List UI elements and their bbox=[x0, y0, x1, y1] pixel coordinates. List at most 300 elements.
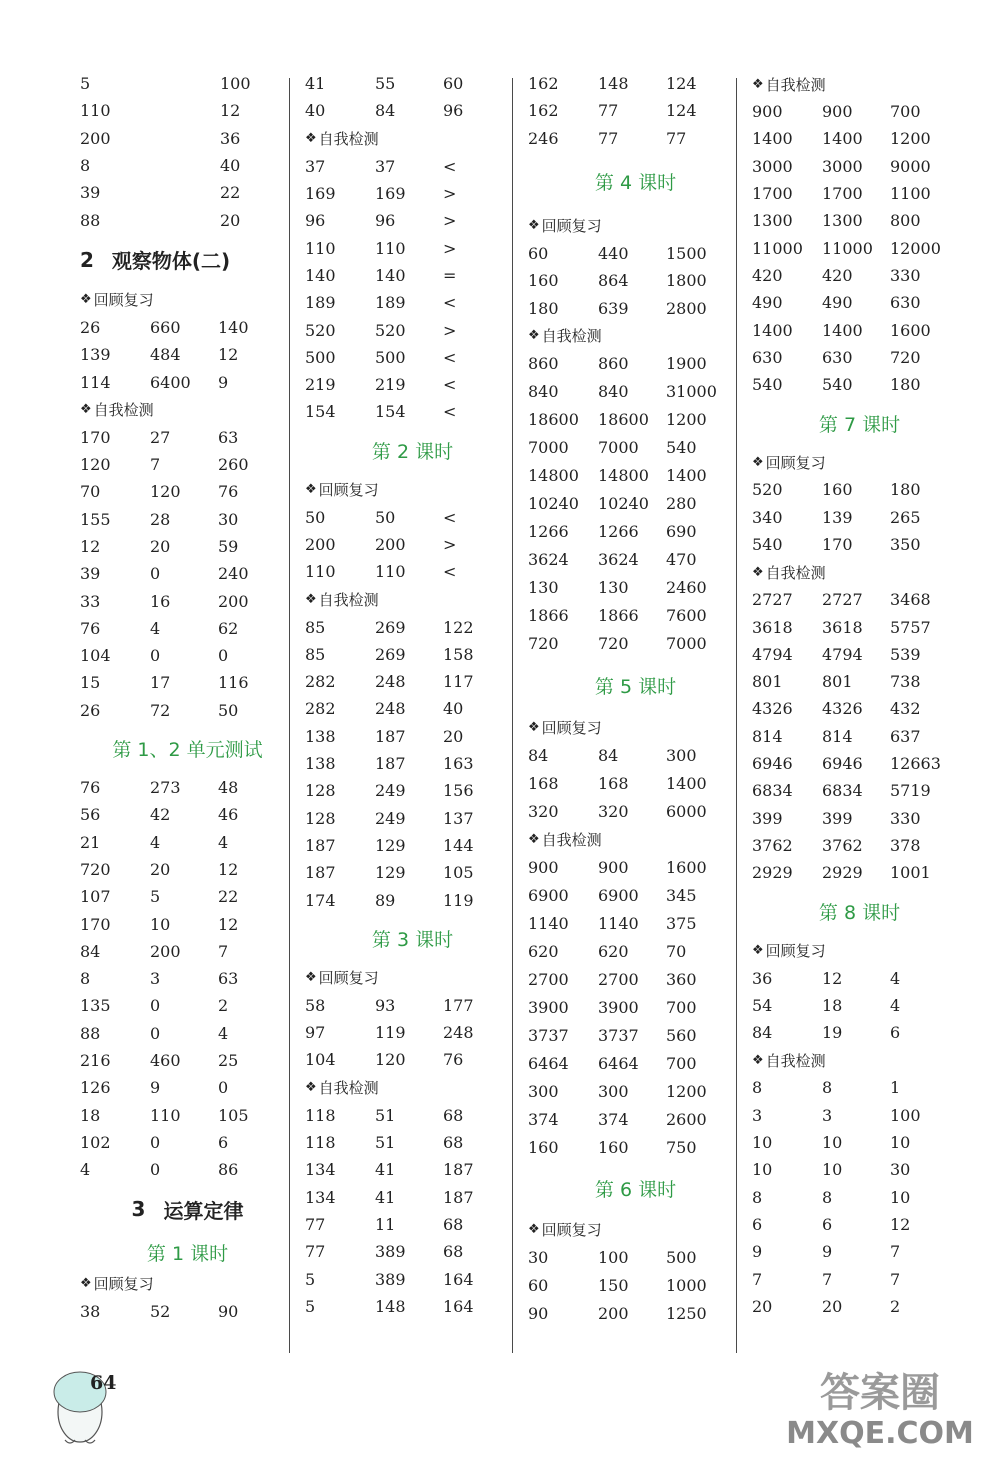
section-review bbox=[305, 476, 520, 504]
answer-value: 120 bbox=[80, 455, 111, 475]
answer-value: 520 bbox=[752, 480, 783, 500]
answer-value: < bbox=[443, 562, 457, 582]
answer-value: 470 bbox=[666, 550, 697, 570]
answer-value: 62 bbox=[218, 618, 239, 638]
lesson-title: 第 5 课时 bbox=[594, 676, 677, 699]
answer-row bbox=[752, 98, 967, 125]
answer-value: 1140 bbox=[598, 914, 639, 934]
answer-value: 3624 bbox=[528, 550, 569, 570]
answer-value: 30 bbox=[890, 1160, 911, 1180]
section-label: 回顾复习 bbox=[541, 217, 602, 236]
answer-value: 219 bbox=[375, 375, 406, 395]
answer-value: 520 bbox=[305, 320, 336, 340]
answer-value: 51 bbox=[375, 1133, 396, 1153]
answer-value: 840 bbox=[598, 382, 629, 402]
answer-value: 120 bbox=[375, 1050, 406, 1070]
answer-value: 246 bbox=[528, 128, 559, 148]
answer-row bbox=[528, 546, 743, 574]
lesson-title: 第 2 课时 bbox=[371, 441, 454, 464]
answer-value: 10 bbox=[822, 1160, 843, 1180]
answer-row bbox=[528, 1078, 743, 1106]
answer-value: 96 bbox=[305, 211, 326, 231]
answer-value: 60 bbox=[443, 74, 464, 94]
diamond-icon: ❖ bbox=[305, 591, 317, 607]
answer-value: 700 bbox=[890, 102, 921, 122]
answer-value: 4326 bbox=[822, 699, 863, 719]
answer-value: 6400 bbox=[150, 372, 191, 392]
answer-value: 0 bbox=[218, 646, 229, 666]
section-review bbox=[528, 1216, 743, 1244]
answer-value: 124 bbox=[666, 101, 697, 121]
section-review bbox=[80, 1269, 295, 1297]
answer-value: 46 bbox=[218, 805, 239, 825]
answer-rows bbox=[305, 70, 520, 125]
answer-value: 500 bbox=[375, 347, 406, 367]
diamond-icon: ❖ bbox=[752, 76, 764, 92]
answer-value: 0 bbox=[150, 996, 161, 1016]
answer-value: 84 bbox=[752, 1023, 773, 1043]
answer-value: 20 bbox=[220, 210, 241, 230]
answer-row bbox=[80, 152, 295, 179]
answer-value: 77 bbox=[305, 1242, 326, 1262]
answer-row bbox=[80, 560, 295, 587]
answer-value: 19 bbox=[822, 1023, 843, 1043]
answer-value: 110 bbox=[305, 562, 336, 582]
answer-value: 500 bbox=[305, 347, 336, 367]
answer-row bbox=[80, 1297, 295, 1324]
answer-value: 160 bbox=[598, 1138, 629, 1158]
answer-value: 134 bbox=[305, 1187, 336, 1207]
answer-row bbox=[528, 630, 743, 658]
answer-value: 2600 bbox=[666, 1110, 707, 1130]
answer-value: 540 bbox=[666, 438, 697, 458]
answer-value: 110 bbox=[375, 238, 406, 258]
answer-value: 375 bbox=[666, 914, 697, 934]
answer-row bbox=[305, 398, 520, 425]
answer-value: 2727 bbox=[822, 590, 863, 610]
answer-value: < bbox=[443, 293, 457, 313]
answer-row bbox=[752, 805, 967, 832]
section-self-check bbox=[305, 125, 520, 153]
answer-value: 90 bbox=[528, 1304, 549, 1324]
answer-value: 3737 bbox=[528, 1026, 569, 1046]
answer-value: 8 bbox=[752, 1187, 763, 1207]
answer-value: 63 bbox=[218, 969, 239, 989]
answer-row bbox=[752, 476, 967, 503]
answer-value: 42 bbox=[150, 805, 171, 825]
answer-value: 170 bbox=[80, 914, 111, 934]
answer-value: 1140 bbox=[528, 914, 569, 934]
answer-value: 118 bbox=[305, 1133, 336, 1153]
section-review bbox=[80, 286, 295, 314]
answer-column-1 bbox=[80, 70, 295, 1325]
answer-value: 154 bbox=[305, 402, 336, 422]
answer-value: > bbox=[443, 211, 457, 231]
answer-row bbox=[528, 1106, 743, 1134]
answer-row bbox=[752, 262, 967, 289]
answer-value: 187 bbox=[443, 1187, 474, 1207]
answer-value: 72 bbox=[150, 700, 171, 720]
answer-value: 54 bbox=[752, 995, 773, 1015]
answer-row bbox=[305, 750, 520, 777]
answer-row bbox=[528, 518, 743, 546]
answer-value: < bbox=[443, 156, 457, 176]
answer-value: 137 bbox=[443, 808, 474, 828]
answer-value: 118 bbox=[305, 1105, 336, 1125]
answer-value: 7 bbox=[890, 1269, 901, 1289]
diamond-icon: ❖ bbox=[752, 1052, 764, 1068]
answer-value: 3762 bbox=[822, 835, 863, 855]
answer-value: 10 bbox=[822, 1133, 843, 1153]
answer-value: 18 bbox=[822, 995, 843, 1015]
answer-value: 144 bbox=[443, 835, 474, 855]
answer-rows bbox=[752, 476, 967, 558]
answer-value: 88 bbox=[80, 210, 101, 230]
answer-value: 18600 bbox=[598, 410, 649, 430]
answer-value: 6000 bbox=[666, 802, 707, 822]
answer-value: 7 bbox=[150, 455, 161, 475]
answer-value: 39 bbox=[80, 564, 101, 584]
answer-value: 40 bbox=[443, 699, 464, 719]
answer-row bbox=[752, 641, 967, 668]
answer-value: 269 bbox=[375, 644, 406, 664]
answer-row bbox=[305, 234, 520, 261]
answer-value: < bbox=[443, 347, 457, 367]
answer-value: 6834 bbox=[752, 781, 793, 801]
answer-value: 18600 bbox=[528, 410, 579, 430]
answer-value: 129 bbox=[375, 863, 406, 883]
answer-row bbox=[752, 1156, 967, 1183]
answer-rows bbox=[305, 992, 520, 1074]
section-review bbox=[528, 714, 743, 742]
answer-value: 25 bbox=[218, 1051, 239, 1071]
answer-value: 180 bbox=[528, 298, 559, 318]
answer-row bbox=[80, 992, 295, 1019]
watermark-line-2: MXQE.COM bbox=[786, 1416, 974, 1451]
answer-value: 630 bbox=[752, 347, 783, 367]
answer-row bbox=[528, 267, 743, 294]
answer-row bbox=[752, 1211, 967, 1238]
answer-value: 39 bbox=[80, 183, 101, 203]
answer-value: 18 bbox=[80, 1105, 101, 1125]
answer-value: 8 bbox=[752, 1078, 763, 1098]
answer-row bbox=[80, 938, 295, 965]
answer-row bbox=[305, 207, 520, 234]
answer-value: 77 bbox=[598, 128, 619, 148]
answer-value: 84 bbox=[80, 941, 101, 961]
answer-value: 2460 bbox=[666, 578, 707, 598]
answer-value: 160 bbox=[822, 480, 853, 500]
answer-value: 900 bbox=[528, 858, 559, 878]
answer-value: 124 bbox=[666, 74, 697, 94]
answer-value: 630 bbox=[890, 293, 921, 313]
answer-value: 720 bbox=[598, 634, 629, 654]
diamond-icon: ❖ bbox=[305, 970, 317, 986]
answer-row bbox=[752, 750, 967, 777]
answer-value: 389 bbox=[375, 1242, 406, 1262]
answer-value: 17 bbox=[150, 673, 171, 693]
answer-value: 63 bbox=[218, 427, 239, 447]
answer-value: 76 bbox=[80, 778, 101, 798]
answer-value: 4 bbox=[218, 832, 229, 852]
answer-value: 1600 bbox=[890, 320, 931, 340]
answer-row bbox=[752, 1265, 967, 1292]
answer-value: 168 bbox=[528, 774, 559, 794]
answer-row bbox=[528, 294, 743, 321]
answer-value: 100 bbox=[890, 1105, 921, 1125]
answer-value: 1300 bbox=[752, 211, 793, 231]
answer-value: 68 bbox=[443, 1214, 464, 1234]
answer-row bbox=[80, 1156, 295, 1183]
answer-value: 170 bbox=[822, 535, 853, 554]
answer-value: 860 bbox=[528, 354, 559, 374]
answer-value: 200 bbox=[150, 941, 181, 961]
answer-value: 399 bbox=[822, 808, 853, 828]
answer-value: 6 bbox=[752, 1214, 763, 1234]
answer-value: 200 bbox=[218, 591, 249, 611]
answer-value: 860 bbox=[598, 354, 629, 374]
answer-row bbox=[305, 1156, 520, 1183]
answer-value: 11000 bbox=[822, 238, 873, 258]
answer-row bbox=[528, 378, 743, 406]
answer-value: 330 bbox=[890, 265, 921, 285]
answer-value: 6 bbox=[218, 1132, 229, 1152]
answer-row bbox=[305, 668, 520, 695]
answer-value: 10240 bbox=[528, 494, 579, 514]
answer-row bbox=[305, 289, 520, 316]
answer-value: 3618 bbox=[822, 617, 863, 637]
answer-value: 148 bbox=[598, 74, 629, 94]
answer-row bbox=[80, 642, 295, 669]
answer-value: 840 bbox=[528, 382, 559, 402]
answer-row bbox=[752, 1238, 967, 1265]
answer-value: 1200 bbox=[666, 1082, 707, 1102]
unit-number: 3 bbox=[131, 1197, 146, 1222]
answer-value: 3618 bbox=[752, 617, 793, 637]
answer-value: 200 bbox=[598, 1304, 629, 1324]
answer-value: 20 bbox=[150, 859, 171, 879]
answer-row bbox=[80, 965, 295, 992]
answer-value: 22 bbox=[218, 887, 239, 907]
section-review bbox=[752, 936, 967, 964]
answer-value: 20 bbox=[443, 726, 464, 746]
answer-value: 187 bbox=[305, 863, 336, 883]
answer-value: 864 bbox=[598, 271, 629, 291]
answer-value: 260 bbox=[218, 455, 249, 475]
answer-row bbox=[528, 798, 743, 826]
answer-row bbox=[305, 992, 520, 1019]
answer-value: 1300 bbox=[822, 211, 863, 231]
answer-value: 1266 bbox=[598, 522, 639, 542]
answer-value: 200 bbox=[305, 535, 336, 554]
unit-2-heading bbox=[80, 234, 295, 286]
answer-row bbox=[305, 886, 520, 913]
answer-value: 1500 bbox=[666, 244, 707, 264]
answer-value: 155 bbox=[80, 509, 111, 529]
answer-value: 48 bbox=[218, 778, 239, 798]
answer-rows bbox=[528, 854, 743, 1162]
answer-row bbox=[752, 1074, 967, 1101]
section-label: 自我检测 bbox=[93, 401, 154, 420]
answer-value: 96 bbox=[375, 211, 396, 231]
answer-row bbox=[305, 1265, 520, 1292]
answer-value: 26 bbox=[80, 700, 101, 720]
answer-value: 110 bbox=[305, 238, 336, 258]
answer-row bbox=[305, 777, 520, 804]
answer-row bbox=[305, 1102, 520, 1129]
diamond-icon: ❖ bbox=[528, 328, 540, 344]
answer-value: 273 bbox=[150, 778, 181, 798]
answer-value: 110 bbox=[80, 101, 111, 121]
answer-value: 1400 bbox=[822, 320, 863, 340]
answer-value: 140 bbox=[305, 265, 336, 285]
answer-value: 560 bbox=[666, 1026, 697, 1046]
answer-row bbox=[80, 341, 295, 368]
answer-value: 2929 bbox=[822, 863, 863, 883]
answer-row bbox=[305, 1238, 520, 1265]
answer-row bbox=[528, 1022, 743, 1050]
section-label: 自我检测 bbox=[765, 1051, 826, 1070]
answer-value: 84 bbox=[598, 746, 619, 766]
answer-value: 30 bbox=[218, 509, 239, 529]
answer-row bbox=[528, 910, 743, 938]
answer-rows bbox=[80, 70, 295, 234]
answer-value: 1700 bbox=[752, 184, 793, 204]
answer-value: 110 bbox=[150, 1105, 181, 1125]
answer-value: 40 bbox=[220, 156, 241, 176]
answer-rows bbox=[528, 70, 743, 152]
answer-value: 9 bbox=[752, 1242, 763, 1262]
answer-value: 520 bbox=[375, 320, 406, 340]
answer-row bbox=[528, 490, 743, 518]
answer-row bbox=[305, 1211, 520, 1238]
answer-value: 85 bbox=[305, 617, 326, 637]
answer-row bbox=[305, 70, 520, 97]
answer-value: 249 bbox=[375, 781, 406, 801]
answer-row bbox=[528, 854, 743, 882]
answer-value: 68 bbox=[443, 1133, 464, 1153]
answer-value: 216 bbox=[80, 1051, 111, 1071]
answer-value: 12 bbox=[890, 1214, 911, 1234]
answer-value: 637 bbox=[890, 726, 921, 746]
answer-value: 84 bbox=[375, 101, 396, 121]
answer-value: 154 bbox=[375, 402, 406, 422]
answer-value: 10240 bbox=[598, 494, 649, 514]
answer-value: 15 bbox=[80, 673, 101, 693]
answer-value: 280 bbox=[666, 494, 697, 514]
answer-value: 1700 bbox=[822, 184, 863, 204]
answer-value: 1250 bbox=[666, 1304, 707, 1324]
answer-value: 720 bbox=[528, 634, 559, 654]
answer-value: 630 bbox=[822, 347, 853, 367]
section-review bbox=[305, 964, 520, 992]
answer-value: 750 bbox=[666, 1138, 697, 1158]
answer-value: 4 bbox=[80, 1160, 91, 1180]
answer-value: 420 bbox=[822, 265, 853, 285]
answer-value: 12 bbox=[80, 537, 101, 556]
answer-value: 6464 bbox=[598, 1054, 639, 1074]
answer-value: 10 bbox=[752, 1133, 773, 1153]
watermark-logo bbox=[780, 1361, 980, 1451]
answer-value: 162 bbox=[528, 74, 559, 94]
answer-value: 85 bbox=[305, 644, 326, 664]
unit-number: 2 bbox=[80, 247, 94, 272]
answer-value: 720 bbox=[890, 347, 921, 367]
answer-value: 102 bbox=[80, 1132, 111, 1152]
answer-value: 150 bbox=[598, 1276, 629, 1296]
answer-row bbox=[305, 504, 520, 531]
answer-row bbox=[80, 506, 295, 533]
answer-row bbox=[752, 859, 967, 886]
answer-value: 6946 bbox=[752, 754, 793, 774]
section-label: 自我检测 bbox=[318, 130, 379, 149]
answer-row bbox=[80, 615, 295, 642]
answer-rows bbox=[305, 1102, 520, 1320]
answer-value: 0 bbox=[218, 1078, 229, 1098]
answer-value: 33 bbox=[80, 591, 101, 611]
diamond-icon: ❖ bbox=[80, 1275, 92, 1291]
section-review bbox=[752, 448, 967, 476]
answer-rows bbox=[752, 586, 967, 886]
answer-row bbox=[752, 832, 967, 859]
answer-row bbox=[80, 424, 295, 451]
answer-value: 128 bbox=[305, 808, 336, 828]
answer-row bbox=[80, 669, 295, 696]
answer-value: 801 bbox=[752, 672, 783, 692]
answer-row bbox=[80, 883, 295, 910]
answer-value: 20 bbox=[822, 1296, 843, 1316]
lesson-title: 第 3 课时 bbox=[371, 929, 454, 952]
answer-rows bbox=[80, 1297, 295, 1324]
answer-rows bbox=[305, 613, 520, 913]
answer-row bbox=[305, 558, 520, 585]
diamond-icon: ❖ bbox=[528, 720, 540, 736]
answer-row bbox=[305, 1046, 520, 1073]
answer-value: 320 bbox=[528, 802, 559, 822]
answer-row bbox=[80, 774, 295, 801]
answer-value: 10 bbox=[890, 1133, 911, 1153]
answer-value: 4 bbox=[150, 618, 161, 638]
answer-row bbox=[528, 994, 743, 1022]
answer-value: 37 bbox=[305, 156, 326, 176]
answer-value: 900 bbox=[822, 102, 853, 122]
answer-value: 169 bbox=[375, 184, 406, 204]
answer-value: 1400 bbox=[752, 129, 793, 149]
answer-value: 119 bbox=[375, 1023, 406, 1043]
answer-value: 21 bbox=[80, 832, 101, 852]
answer-value: 76 bbox=[218, 482, 239, 502]
answer-value: 31000 bbox=[666, 382, 717, 402]
answer-value: 7000 bbox=[598, 438, 639, 458]
answer-value: 374 bbox=[528, 1110, 559, 1130]
answer-row bbox=[80, 1074, 295, 1101]
answer-value: 660 bbox=[150, 317, 181, 337]
answer-rows bbox=[80, 424, 295, 724]
answer-value: 4794 bbox=[822, 644, 863, 664]
answer-row bbox=[305, 344, 520, 371]
answer-row bbox=[752, 531, 967, 558]
answer-value: 77 bbox=[666, 128, 687, 148]
answer-value: 119 bbox=[443, 890, 474, 910]
answer-value: 164 bbox=[443, 1269, 474, 1289]
answer-value: 59 bbox=[218, 537, 239, 556]
answer-value: 139 bbox=[822, 507, 853, 527]
answer-column-3 bbox=[528, 70, 743, 1328]
answer-value: 6900 bbox=[528, 886, 569, 906]
answer-value: 160 bbox=[528, 271, 559, 291]
answer-value: 1400 bbox=[822, 129, 863, 149]
answer-value: 187 bbox=[443, 1160, 474, 1180]
